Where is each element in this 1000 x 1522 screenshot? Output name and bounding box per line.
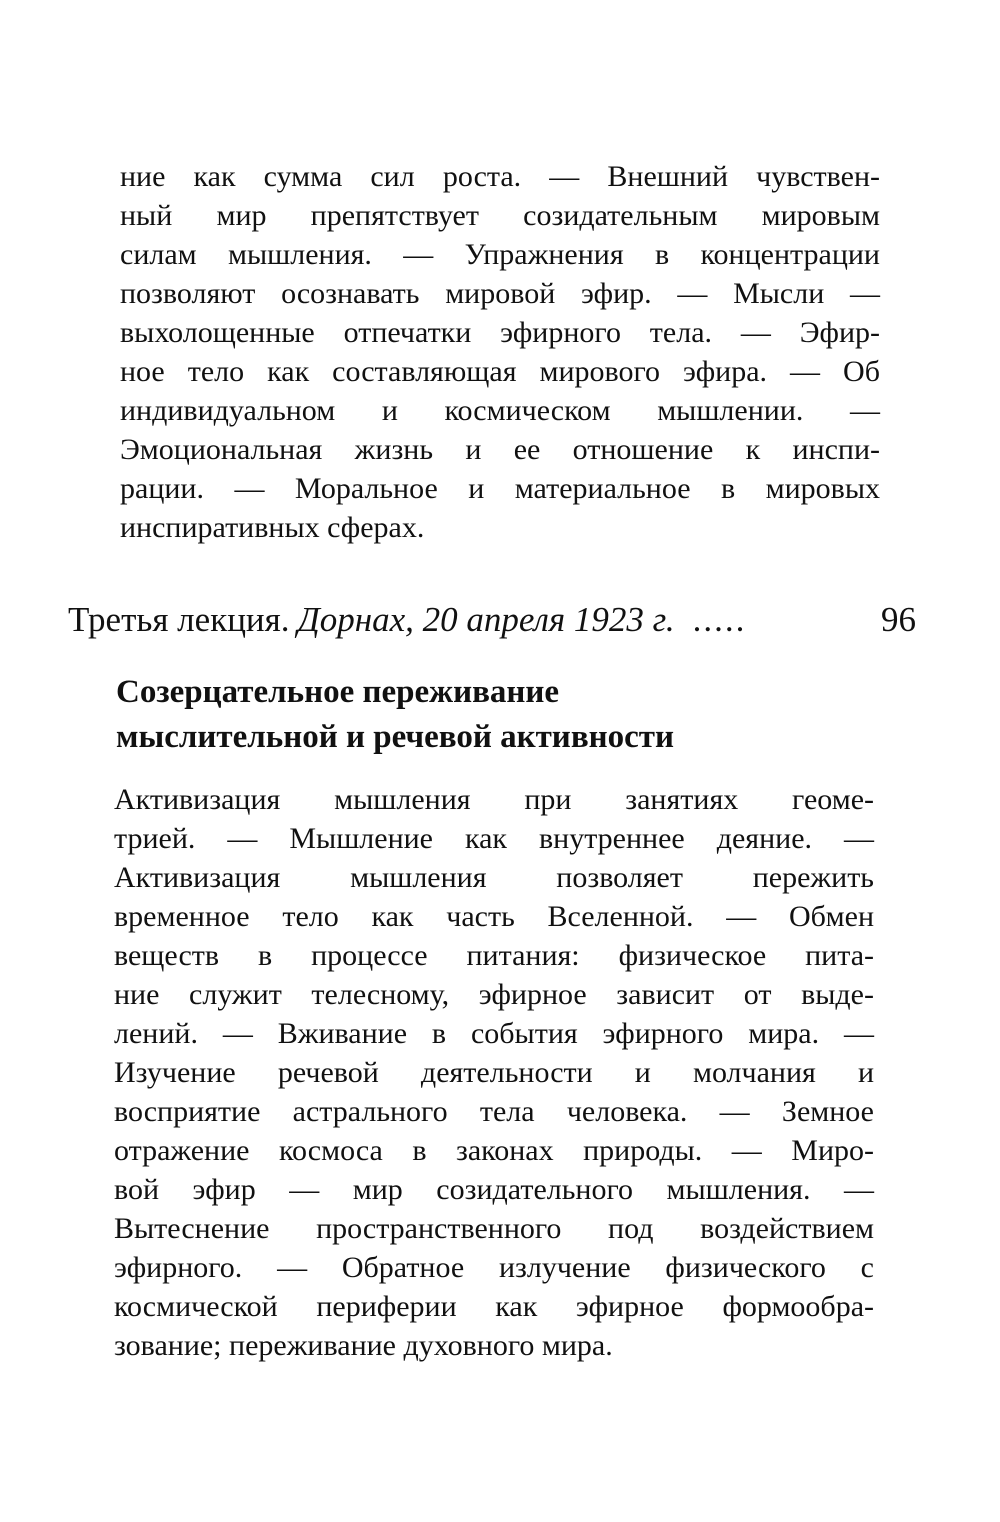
lecture-label: Третья лекция.	[68, 600, 290, 639]
text-line: ние служит телесному, эфирное зависит от выде-	[114, 978, 874, 1011]
text-line: Изучение речевой деятельности и молчания и	[114, 1056, 874, 1089]
toc-entry-third-lecture	[68, 600, 916, 640]
title-line: мыслительной и речевой активности	[116, 719, 675, 755]
previous-lecture-summary	[120, 157, 880, 547]
text-line: восприятие астрального тела человека. — Земное	[114, 1095, 874, 1128]
text-line: лений. — Вживание в события эфирного мира. —	[114, 1017, 874, 1050]
lecture-summary	[114, 780, 874, 1365]
text-line: временное тело как часть Вселенной. — Обмен	[114, 900, 874, 933]
text-line: зование; переживание духовного мира.	[114, 1329, 613, 1362]
text-line: ный мир препятствует созидательным мировым	[120, 199, 880, 232]
title-line: Созерцательное переживание	[116, 674, 560, 710]
text-line: рации. — Моральное и материальное в мировых	[120, 472, 880, 505]
text-line: веществ в процессе питания: физическое пита-	[114, 939, 874, 972]
text-line: вой эфир — мир созидательного мышления. —	[114, 1173, 874, 1206]
text-line: отражение космоса в законах природы. — Миро-	[114, 1134, 874, 1167]
dot-leader: .....	[692, 600, 747, 639]
text-line: силам мышления. — Упражнения в концентрации	[120, 238, 880, 271]
text-line: выхолощенные отпечатки эфирного тела. — Эфир-	[120, 316, 880, 349]
text-line: Вытеснение пространственного под воздействием	[114, 1212, 874, 1245]
text-line: ное тело как составляющая мирового эфира. — Об	[120, 355, 880, 388]
text-line: инспиративных сферах.	[120, 511, 425, 544]
lecture-place-date: Дорнах, 20 апреля 1923 г.	[297, 600, 675, 639]
text-line: индивидуальном и космическом мышлении. —	[120, 394, 880, 427]
text-line: эфирного. — Обратное излучение физического с	[114, 1251, 874, 1284]
text-line: трией. — Мышление как внутреннее деяние. —	[114, 822, 874, 855]
text-line: Активизация мышления позволяет пережить	[114, 861, 874, 894]
text-line: Эмоциональная жизнь и ее отношение к инспи-	[120, 433, 880, 466]
text-line: космической периферии как эфирное формообра-	[114, 1290, 874, 1323]
page-number: 96	[881, 600, 916, 639]
text-line: позволяют осознавать мировой эфир. — Мысли —	[120, 277, 880, 310]
text-line: Активизация мышления при занятиях геоме-	[114, 783, 874, 816]
text-line: ние как сумма сил роста. — Внешний чувствен-	[120, 160, 880, 193]
lecture-title	[116, 670, 876, 760]
